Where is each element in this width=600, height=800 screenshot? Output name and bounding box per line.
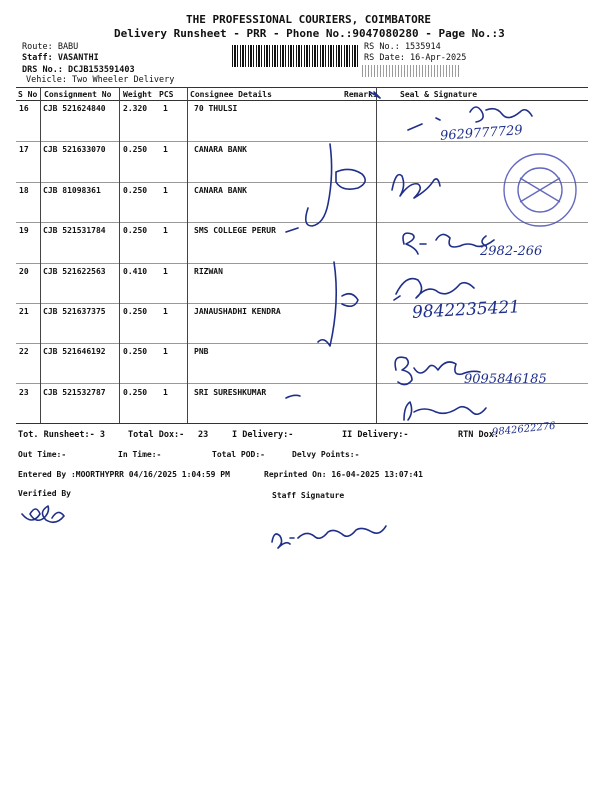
ii-delivery-label: II Delivery:- — [342, 430, 409, 440]
staff-label: Staff: VASANTHI — [22, 53, 99, 63]
row-consignment: CJB 521622563 — [43, 267, 106, 276]
row-consignee: SRI SURESHKUMAR — [194, 388, 267, 397]
row-weight: 2.320 — [123, 104, 148, 113]
handwritten-phone-row23: 9842622276 — [491, 420, 557, 439]
rs-date: RS Date: 16-Apr-2025 — [364, 53, 467, 63]
col-sno: S No — [18, 90, 38, 99]
row-consignment: CJB 521532787 — [43, 388, 106, 397]
col-consignment: Consignment No — [44, 90, 112, 99]
row-consignment: CJB 521624840 — [43, 104, 106, 113]
row-consignment: CJB 521646192 — [43, 347, 106, 356]
entered-by: Entered By :MOORTHYPRR 04/16/2025 1:04:59 PM — [18, 470, 230, 479]
row-pcs: 1 — [163, 104, 168, 113]
in-time-label: In Time:- — [118, 450, 162, 459]
total-pod-label: Total POD:- — [212, 450, 265, 459]
col-seal-signature: Seal & Signature — [400, 90, 478, 99]
row-weight: 0.250 — [123, 226, 148, 235]
col-remarks: Remarks — [344, 90, 378, 99]
row-pcs: 1 — [163, 226, 168, 235]
row-sno: 16 — [19, 104, 29, 113]
row-consignment: CJB 81098361 — [43, 186, 101, 195]
row-consignment: CJB 521637375 — [43, 307, 106, 316]
col-pcs: PCS — [159, 90, 174, 99]
handwritten-phone-row20: 9842235421 — [411, 297, 521, 323]
row-sno: 21 — [19, 307, 29, 316]
total-dox-label: Total Dox:- — [128, 430, 185, 440]
row-consignee: 70 THULSI — [194, 104, 238, 113]
handwritten-phone-row16: 9629777729 — [439, 123, 524, 144]
total-runsheet: Tot. Runsheet:- 3 — [18, 430, 105, 440]
row-sno: 19 — [19, 226, 29, 235]
row-sno: 20 — [19, 267, 29, 276]
i-delivery-label: I Delivery:- — [232, 430, 294, 440]
row-consignee: JANAUSHADHI KENDRA — [194, 307, 281, 316]
row-pcs: 1 — [163, 186, 168, 195]
col-weight: Weight — [123, 90, 152, 99]
out-time-label: Out Time:- — [18, 450, 67, 459]
row-pcs: 1 — [163, 145, 168, 154]
row-sno: 22 — [19, 347, 29, 356]
row-weight: 0.250 — [123, 347, 148, 356]
row-weight: 0.250 — [123, 145, 148, 154]
row-sno: 18 — [19, 186, 29, 195]
handwritten-phone-row22: 9095846185 — [464, 372, 547, 387]
row-consignment: CJB 521633070 — [43, 145, 106, 154]
row-consignee: CANARA BANK — [194, 145, 247, 154]
company-title: THE PROFESSIONAL COURIERS, COIMBATORE — [186, 13, 432, 26]
drs-number: DRS No.: DCJB153591403 — [22, 65, 135, 75]
row-weight: 0.410 — [123, 267, 148, 276]
handwritten-phone-row19: 2982-266 — [480, 244, 543, 259]
row-pcs: 1 — [163, 307, 168, 316]
row-pcs: 1 — [163, 347, 168, 356]
rtn-dox-label: RTN Dox: — [458, 430, 499, 440]
row-consignee: SMS COLLEGE PERUR — [194, 226, 276, 235]
row-consignee: PNB — [194, 347, 209, 356]
vehicle-label: Vehicle: Two Wheeler Delivery — [26, 75, 175, 85]
total-dox-value: 23 — [198, 430, 209, 440]
row-sno: 17 — [19, 145, 29, 154]
row-consignment: CJB 521531784 — [43, 226, 106, 235]
row-weight: 0.250 — [123, 307, 148, 316]
staff-signature-label: Staff Signature — [272, 491, 345, 500]
delvy-points-label: Delvy Points:- — [292, 450, 360, 459]
row-consignee: RIZWAN — [194, 267, 223, 276]
route-label: Route: BABU — [22, 42, 79, 52]
col-consignee: Consignee Details — [190, 90, 272, 99]
reprinted-on: Reprinted On: 16-04-2025 13:07:41 — [264, 470, 423, 479]
row-pcs: 1 — [163, 267, 168, 276]
row-pcs: 1 — [163, 388, 168, 397]
rs-number: RS No.: 1535914 — [364, 42, 441, 52]
row-weight: 0.250 — [123, 388, 148, 397]
row-sno: 23 — [19, 388, 29, 397]
runsheet-subtitle: Delivery Runsheet - PRR - Phone No.:9047080280 - Page No.:3 — [114, 27, 505, 40]
row-consignee: CANARA BANK — [194, 186, 247, 195]
verified-by-label: Verified By — [18, 489, 71, 498]
row-weight: 0.250 — [123, 186, 148, 195]
